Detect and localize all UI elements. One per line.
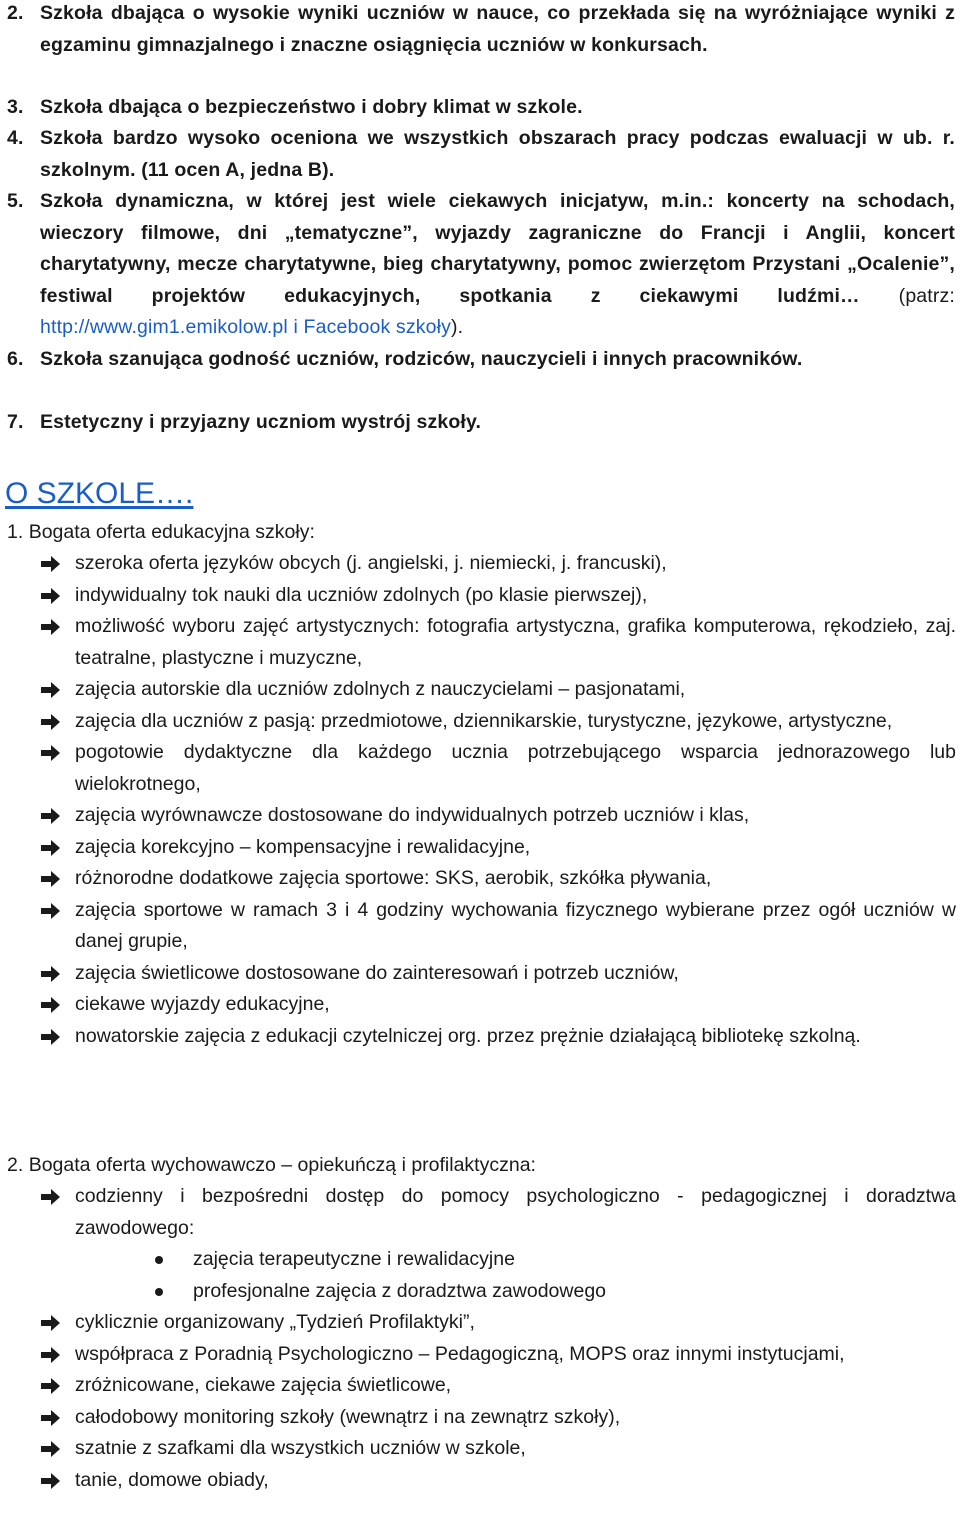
sub-list-item-text: zajęcia terapeutyczne i rewalidacyjne [193,1248,515,1270]
bullet-dot-icon [155,1288,163,1296]
arrow-right-icon [41,1440,61,1458]
reference-open: (patrz: [859,284,955,307]
list-item [0,1181,960,1307]
care-offer-list [0,1181,960,1496]
list-item [0,895,960,958]
list-item [0,548,960,580]
arrow-right-icon [41,1314,61,1332]
arrow-right-icon [41,681,61,699]
arrow-right-icon [41,1409,61,1427]
list-item-text: pogotowie dydaktyczne dla każdego ucznia potrzebującego wsparcia jednorazowego lub wielokrotnego, [75,741,956,795]
arrow-right-icon [41,870,61,888]
item-number: 7. [7,411,24,433]
item-number: 6. [7,348,24,370]
list-item [0,1370,960,1402]
item-text-block [7,186,955,344]
item-text: Estetyczny i przyjazny uczniom wystrój szkoły. [40,411,482,433]
list-item [0,1433,960,1465]
list-item [0,958,960,990]
list-item [0,674,960,706]
list-item [0,863,960,895]
arrow-right-icon [41,1028,61,1046]
list-item-text: zajęcia dla uczniów z pasją: przedmiotowe, dziennikarskie, turystyczne, językowe, artystyczne, [75,709,893,732]
list-item-text: nowatorskie zajęcia z edukacji czytelniczej org. przez prężnie działającą bibliotekę szkolną. [75,1024,861,1047]
list-item-text: codzienny i bezpośredni dostęp do pomocy psychologiczno - pedagogicznej i doradztwa zawodowego: [75,1185,956,1239]
list-item [0,832,960,864]
sub-list-item-text: profesjonalne zajęcia z doradztwa zawodowego [193,1279,607,1302]
arrow-right-icon [41,996,61,1014]
list-item [0,800,960,832]
list-item-text: cyklicznie organizowany „Tydzień Profilaktyki”, [75,1311,475,1333]
section-title: Bogata oferta edukacyjna szkoły: [28,521,315,543]
section-1-title [7,517,315,549]
list-item-text: indywidualny tok nauki dla uczniów zdolnych (po klasie pierwszej), [75,583,648,606]
numbered-item-7 [7,407,955,439]
numbered-item-3 [7,92,955,124]
school-website-link[interactable]: http://www.gim1.emikolow.pl [40,316,288,338]
arrow-right-icon [41,1346,61,1364]
arrow-right-icon [41,1188,61,1206]
arrow-right-icon [41,587,61,605]
arrow-right-icon [41,618,61,636]
list-item [0,1465,960,1497]
arrow-right-icon [41,965,61,983]
list-item [0,1307,960,1339]
section-2-title [7,1150,536,1182]
numbered-item-2 [7,0,955,61]
list-item [0,1402,960,1434]
education-offer-list [0,548,960,1052]
list-item-text: różnorodne dodatkowe zajęcia sportowe: SKS, aerobik, szkółka pływania, [75,867,712,889]
section-heading-link[interactable]: O SZKOLE…. [5,477,194,510]
list-item-text: zajęcia korekcyjno – kompensacyjne i rewalidacyjne, [75,835,531,858]
list-item [0,989,960,1021]
list-item-text: szeroka oferta języków obcych (j. angielski, j. niemiecki, j. francuski), [75,552,667,574]
section-number: 1. [7,521,24,543]
list-item-text: tanie, domowe obiady, [75,1468,269,1491]
sub-list-item [75,1244,956,1276]
list-item [0,1339,960,1371]
list-item-text: całodobowy monitoring szkoły (wewnątrz i na zewnątrz szkoły), [75,1405,621,1428]
list-item-text: zajęcia wyrównawcze dostosowane do indywidualnych potrzeb uczniów i klas, [75,804,750,826]
sub-list-item [75,1276,956,1308]
arrow-right-icon [41,1377,61,1395]
arrow-right-icon [41,744,61,762]
arrow-right-icon [41,555,61,573]
list-item-text: zajęcia świetlicowe dostosowane do zainteresowań i potrzeb uczniów, [75,961,679,984]
item-number: 2. [7,2,24,24]
item-text: Szkoła dynamiczna, w której jest wiele ciekawych inicjatyw, m.in.: koncerty na schodach, wieczory filmowe, dni „tematyczne”, wyjazdy zagraniczne do Francji i Anglii, koncert charytatywny, mecze charytatywne, bieg charytatywny, pomoc zwierzętom Przystani „Ocalenie”, festiwal projektów edukacyjnych, spotkania z ciekawymi ludźmi… [40,190,955,307]
list-item [0,737,960,800]
list-item-text: zajęcia sportowe w ramach 3 i 4 godziny wychowania fizycznego wybierane przez ogół uczniów w danej grupie, [75,898,956,952]
facebook-reference[interactable]: i Facebook szkoły [287,316,452,338]
item-text: Szkoła szanująca godność uczniów, rodziców, nauczycieli i innych pracowników. [40,348,803,370]
sub-list [75,1244,956,1307]
arrow-right-icon [41,839,61,857]
reference-close: ). [451,316,464,338]
list-item-text: ciekawe wyjazdy edukacyjne, [75,993,330,1015]
list-item [0,706,960,738]
arrow-right-icon [41,1472,61,1490]
item-text: Szkoła dbająca o wysokie wyniki uczniów w nauce, co przekłada się na wyróżniające wyniki z egzaminu gimnazjalnego i znaczne osiągnięcia uczniów w konkursach. [40,2,955,56]
item-number: 5. [7,190,24,212]
list-item-text: zajęcia autorskie dla uczniów zdolnych z nauczycielami – pasjonatami, [75,678,686,700]
list-item-text: szatnie z szafkami dla wszystkich uczniów w szkole, [75,1437,526,1459]
list-item [0,611,960,674]
item-text: Szkoła dbająca o bezpieczeństwo i dobry klimat w szkole. [40,96,583,118]
arrow-right-icon [41,807,61,825]
arrow-right-icon [41,713,61,731]
list-item-text: zróżnicowane, ciekawe zajęcia świetlicowe, [75,1374,452,1396]
section-number: 2. [7,1154,24,1176]
arrow-right-icon [41,902,61,920]
item-number: 4. [7,127,24,149]
item-text: Szkoła bardzo wysoko oceniona we wszystkich obszarach pracy podczas ewaluacji w ub. r. szkolnym. (11 ocen A, jedna B). [40,127,955,181]
list-item-text: możliwość wyboru zajęć artystycznych: fotografia artystyczna, grafika komputerowa, rękodzieło, zaj. teatralne, plastyczne i muzyczne, [75,615,956,669]
list-item-text: współpraca z Poradnią Psychologiczno – Pedagogiczną, MOPS oraz innymi instytucjami, [75,1342,845,1365]
numbered-item-6 [7,344,955,376]
bullet-dot-icon [155,1256,163,1264]
list-item [0,1021,960,1053]
item-number: 3. [7,96,24,118]
numbered-item-4 [7,123,955,186]
section-title: Bogata oferta wychowawczo – opiekuńczą i profilaktyczna: [28,1154,536,1176]
list-item [0,580,960,612]
numbered-item-5 [7,186,955,344]
